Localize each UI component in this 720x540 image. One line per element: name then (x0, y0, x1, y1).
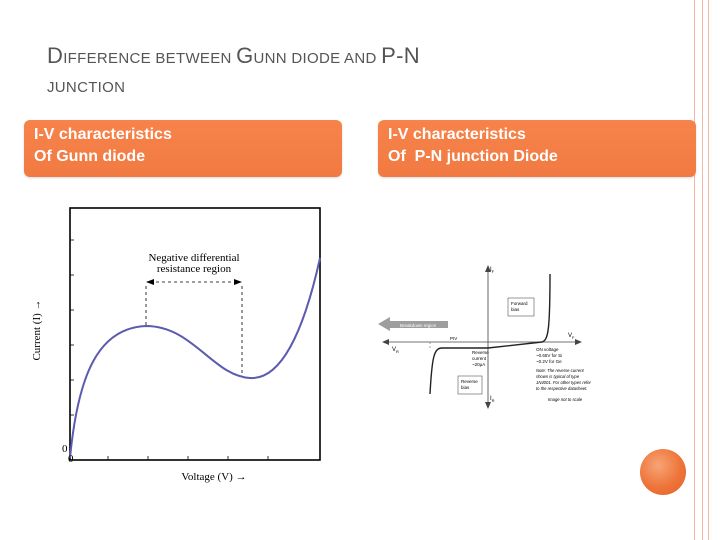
piv-label: PIV (450, 336, 458, 341)
header-line: Of P-N junction Diode (388, 148, 558, 165)
note-text: Note: The reverse current (536, 368, 584, 373)
header-line: Of Gunn diode (34, 148, 146, 165)
title-line-2: JUNCTION (47, 79, 126, 96)
if-sub: F (491, 269, 495, 274)
y-origin-label: 0 (62, 443, 68, 455)
scale-note: Image not to scale (548, 397, 583, 402)
border-line (702, 0, 703, 540)
reverse-current-text: ~20μA (472, 362, 486, 367)
slide-title (47, 36, 667, 99)
title-part: UNN DIODE AND (253, 50, 382, 67)
x-origin-label: 0 (68, 453, 74, 465)
pn-iv-graph (370, 262, 620, 412)
note-text: 1N4001. For other types refer (536, 380, 591, 385)
forward-bias-text: Forward (511, 301, 528, 306)
gunn-iv-graph (28, 200, 338, 500)
title-line-1 (47, 36, 667, 79)
reverse-current-text: current (472, 356, 487, 361)
title-part: IFFERENCE BETWEEN (63, 50, 237, 67)
ndr-label-line1: Negative differential (148, 252, 240, 264)
vf-label (568, 333, 575, 340)
note-text: shown is typical of type (536, 374, 580, 379)
graph-frame (70, 208, 320, 460)
title-part: G (236, 43, 254, 68)
ndr-label-line2: resistance region (156, 263, 232, 275)
vr-label (392, 347, 399, 354)
border-line (694, 0, 695, 540)
on-voltage-text: ~0.2V for Ge (536, 359, 562, 364)
on-voltage-text: ~0.65V for Si (536, 353, 563, 358)
gunn-diode-header (24, 120, 342, 177)
reverse-current-text: Reverse (472, 350, 489, 355)
ir-letter: I (490, 396, 492, 402)
arrow-down (485, 402, 491, 409)
if-letter: I (490, 267, 492, 273)
note-text: to the respective datasheet. (536, 386, 588, 391)
header-line: I-V characteristics (34, 126, 172, 143)
on-voltage-text: ON voltage (536, 347, 559, 352)
title-part: P-N (381, 43, 420, 68)
breakdown-label: Breakdown region (400, 323, 437, 328)
reverse-bias-text: bias (461, 385, 470, 390)
if-label (490, 267, 495, 274)
diode-curve (430, 274, 550, 394)
arrow-left (146, 279, 154, 285)
forward-bias-text: bias (511, 307, 520, 312)
vf-sub: F (572, 335, 575, 340)
arrow-right (234, 279, 242, 285)
ir-label (490, 396, 495, 403)
arrow-left (382, 339, 389, 345)
ir-sub: R (491, 398, 495, 403)
decorative-circle (640, 449, 686, 495)
vr-letter: V (392, 347, 397, 353)
header-line: I-V characteristics (388, 126, 526, 143)
border-line (708, 0, 709, 540)
title-part: D (47, 43, 64, 68)
y-axis-label: Current (I) → (31, 299, 43, 361)
vr-sub: R (396, 349, 399, 354)
vf-letter: V (568, 333, 573, 339)
pn-diode-header (378, 120, 696, 177)
reverse-bias-text: Reverse (461, 379, 478, 384)
x-axis-label: Voltage (V) → (181, 471, 247, 483)
arrow-right (575, 339, 582, 345)
iv-curve (70, 258, 320, 458)
